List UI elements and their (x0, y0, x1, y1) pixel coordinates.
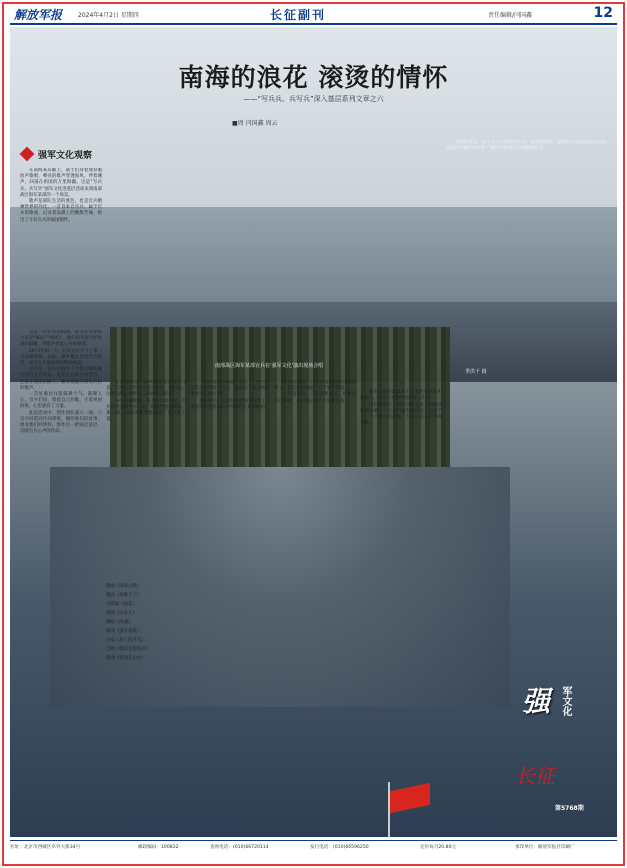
section-title: 长征副刊 (270, 8, 327, 22)
newspaper-logo: 解放军报 (14, 8, 63, 22)
paragraph: 1973年的一天，驻岛官兵写下了第一首岛礁战歌。从此，歌声便在这里代代相传，成为官兵最珍贵的精神财富。 (20, 348, 102, 367)
text-column-6 (360, 380, 442, 640)
text-column-4 (190, 380, 270, 650)
masthead (8, 6, 619, 22)
paragraph: 歌声是部队生活的底色，也是官兵精神世界的外化。一首首来自官兵、属于官兵的歌曲，记录着岛礁上的酸甜苦辣，唱出了守岛官兵的家国情怀。 (20, 199, 102, 223)
footer-price: 定价每月20.80元 (420, 845, 457, 850)
changzheng-signature: 长征 (515, 764, 555, 788)
paragraph: 一位老兵说，守岛虽然艰苦，但唱着自己的歌，心中便充满了力量和自豪。 (274, 392, 356, 404)
badge-label: 强军文化观察 (38, 151, 93, 161)
text-column-2 (20, 330, 102, 820)
paragraph: 我们相信，在新时代的强军征程上，南海的浪花将永远为英雄的官兵而歌唱。 (190, 398, 270, 410)
column-badge (20, 147, 106, 163)
program-item: 歌曲《南海之歌》 (106, 584, 142, 589)
text-column-5 (274, 380, 356, 660)
program-item: 舞蹈《海魂》 (106, 620, 133, 625)
editor-credit: 责任编辑/闫国鑫 (488, 12, 533, 19)
program-item: 歌曲《守岛人》 (106, 611, 137, 616)
program-item: 小品《岛上的月光》 (106, 638, 146, 643)
program-list (106, 582, 180, 663)
footer-fax: 发行电话：(010)66596250 (310, 845, 369, 850)
paragraph: 一曲曲豪迈的战歌，见证了一代代守岛官兵的青春与坚守，也见证了祖国海防事业的发展与进步。 (190, 380, 270, 398)
section-number: 三 (397, 381, 404, 388)
footer (10, 842, 617, 854)
mark-small-chars: 军文化 (560, 686, 571, 716)
paragraph: 这是一片年轻的海域，驻守在这里的大多是“90后”“00后”。他们用青春守护祖国的海疆，用歌声抒发心中的豪情。 (20, 330, 102, 348)
paragraph: 强军文化的建设离不开基层官兵的积极参与，更离不开创作者的深入生活。 (360, 390, 442, 402)
mark-big-char: 强 (522, 685, 551, 718)
strong-army-culture-mark (522, 680, 582, 750)
paragraph: 这次活动中，创作团队走进了南海深处的岛礁，与官兵们面对面交流，记录下了一个个感人的故事，为官兵送去了精神食粮。 (360, 402, 442, 427)
issue-date: 2024年4月2日 星期四 (78, 12, 139, 19)
footer-address: 社址：北京市西城区阜外大街34号 (10, 845, 81, 850)
text-column-3 (106, 380, 186, 580)
program-item: 诗朗诵《浪花》 (106, 602, 137, 607)
paragraph: 在活动现场，官兵们用饱满的热情演唱了一首首原创歌曲，台下掌声雷动。 (274, 380, 356, 392)
issue-number: 第5768期 (555, 805, 584, 812)
text-column-7 (446, 140, 610, 660)
footer-print: 承印单位：解放军报社印刷厂 (515, 845, 575, 850)
program-item: 合唱《我们是南海兵》 (106, 647, 150, 652)
paragraph: 在南海深处，海风裹挟着咸涩的气息，官兵们在烈日下坚守岗位。他们说，这里虽然远离繁华，却离祖国最近。 (106, 380, 186, 398)
footer-phone: 查询电话：(010)66720114 (210, 845, 269, 850)
page-number: 12 (593, 5, 613, 21)
article-subtitle: ——“写兵兵、兵写兵”深入基层系列文章之六 (243, 95, 384, 103)
paragraph: 此次活动中，创作团队深入一线，与官兵同吃同住同训练，倾听他们的故事，感受他们的情怀，创作出一批贴近基层、反映官兵心声的作品。 (20, 410, 102, 435)
article-title: 南海的浪花 滚烫的情怀 (178, 63, 449, 92)
paragraph: 在南海某岛礁上，战士们身着迷彩服放声歌唱，嘹亮的歌声穿透海风，伴着潮声，回荡在祖国的万里海疆。这是“写兵兵、兵写兵”强军文化进基层活动来到南部战区海军某部的一个场景。 (20, 168, 102, 198)
photo-credit: 季洪千 摄 (465, 369, 487, 375)
masthead-rule (10, 23, 617, 25)
paragraph: 南海的浪花，是守岛官兵青春的见证；滚烫的情怀，是他们对祖国最深沉的爱。他们用实际行动诠释了新时代革命军人的使命担当。 (446, 140, 610, 152)
program-item: 歌曲《祖国在心中》 (106, 656, 146, 661)
paragraph: 一首好歌往往能鼓舞士气、凝聚人心。官兵们说，唱着自己的歌，守着祖国的海，心里就有了力量。 (20, 392, 102, 410)
paragraph: 这些年，官兵们创作了大量反映岛礁生活的文艺作品，无论是在狭小的营房，还是在巡逻的路上，随时都能听到官兵们的歌声。 (20, 367, 102, 391)
program-item: 歌曲《岛礁卫士》 (106, 593, 142, 598)
red-flag (390, 783, 430, 814)
diamond-icon (20, 147, 35, 162)
paragraph: 每当夜幕降临，岛上的灯塔亮起，官兵们便会围坐在一起，唱起熟悉的战歌。那一刻，所有的疲惫都化作了坚守的力量。 (106, 398, 186, 423)
program-item: 歌曲《强军战歌》 (106, 629, 142, 634)
footer-rule (10, 840, 617, 841)
footer-postal: 邮政编码：100832 (138, 845, 179, 850)
photo-caption: 南部战区海军某部官兵在‘强军文化’演出现场合唱 (215, 363, 324, 369)
byline: ■周 闫国鑫 周云 (232, 120, 278, 127)
text-column-1 (20, 168, 102, 318)
